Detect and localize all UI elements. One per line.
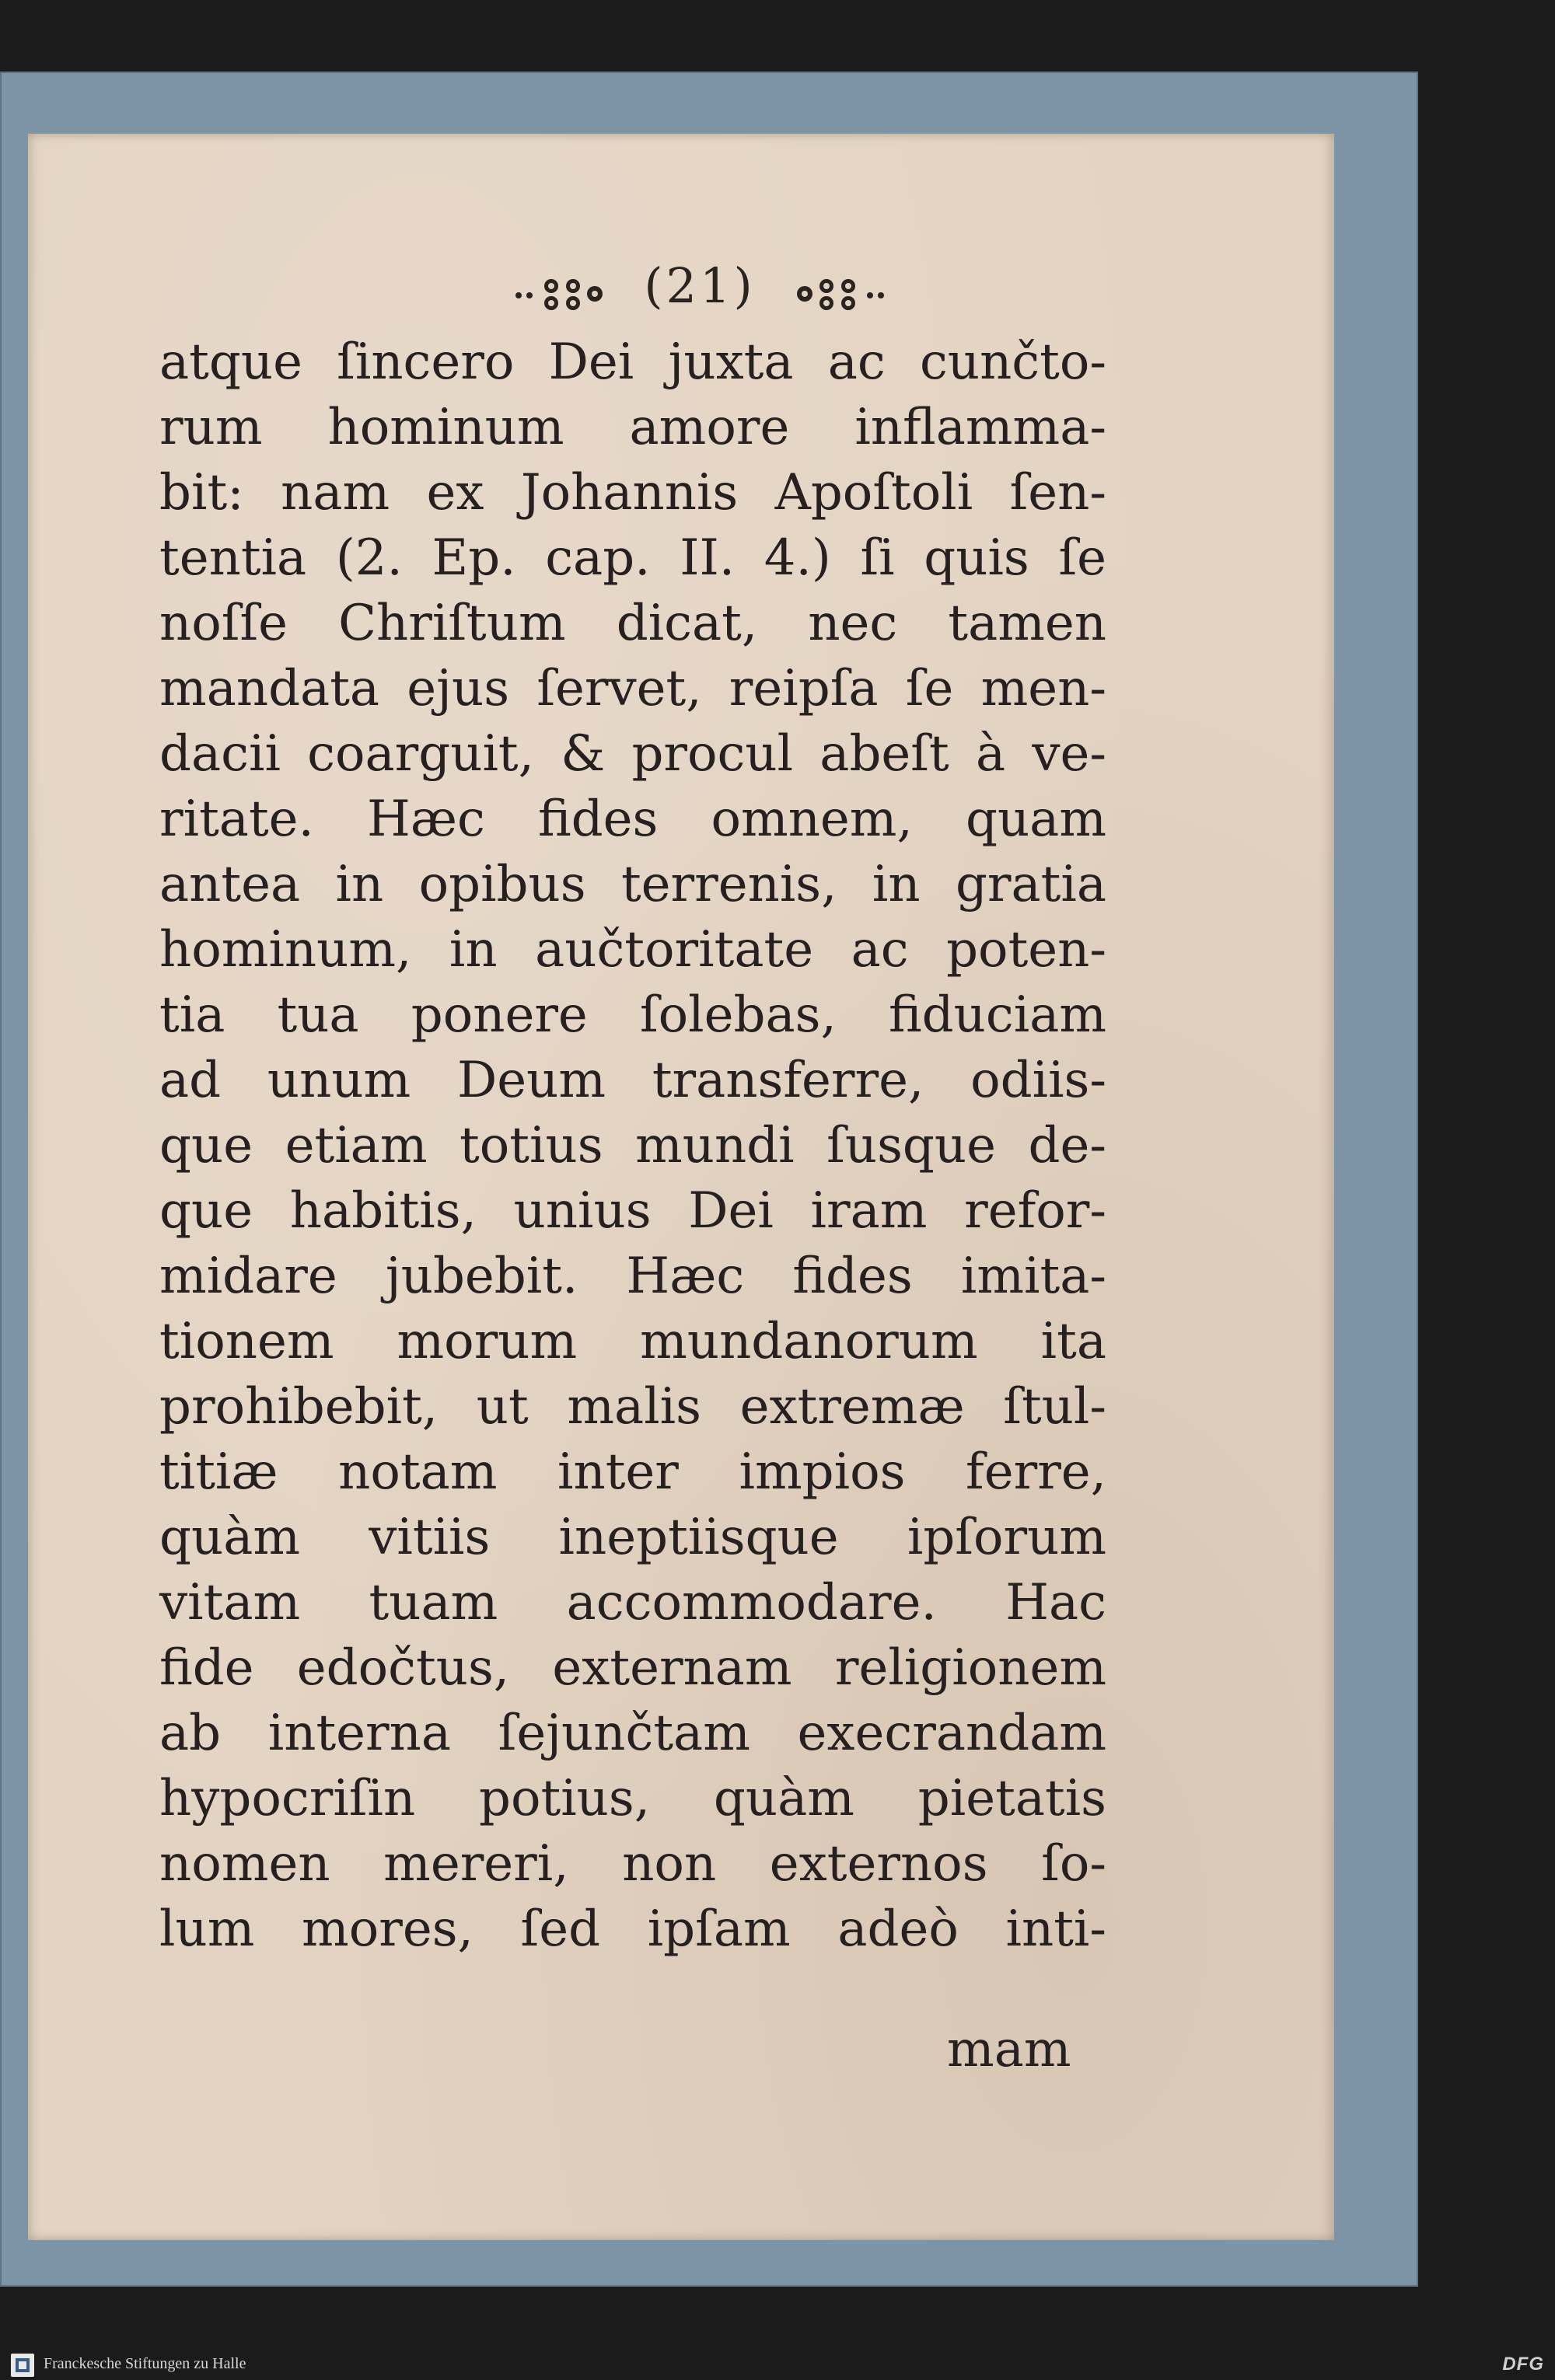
- footer-bar: [0, 2347, 1555, 2380]
- text-line: nomen mereri, non externos ſo-: [159, 1835, 1106, 1893]
- text-line: rum hominum amore inflamma-: [159, 399, 1106, 456]
- text-line: ritate. Hæc fides omnem, quam: [159, 790, 1106, 848]
- text-line: atque ſincero Dei juxta ac cunčto-: [159, 333, 1106, 391]
- text-line: tionem morum mundanorum ita: [159, 1313, 1106, 1370]
- page-number: (21): [644, 257, 756, 315]
- text-line: tia tua ponere ſolebas, fiduciam: [159, 986, 1106, 1044]
- text-line: ad unum Deum transferre, odiis-: [159, 1052, 1106, 1109]
- text-line: mandata ejus ſervet, reipſa ſe men-: [159, 660, 1106, 717]
- text-line: quàm vitiis ineptiisque ipſorum: [159, 1509, 1106, 1566]
- ornament-right-icon: [788, 267, 889, 305]
- text-line: vitam tuam accommodare. Hac: [159, 1574, 1106, 1631]
- text-line: bit: nam ex Johannis Apoſtoli ſen-: [159, 464, 1106, 522]
- institution-name: Franckesche Stiftungen zu Halle: [44, 2355, 246, 2372]
- text-line: titiæ notam inter impios ferre,: [159, 1443, 1106, 1501]
- dfg-logo: DFG: [1502, 2354, 1544, 2375]
- body-text: [159, 330, 1106, 1962]
- text-line: fide edočtus, externam religionem: [159, 1639, 1106, 1697]
- text-line: prohibebit, ut malis extremæ ſtul-: [159, 1378, 1106, 1436]
- text-line: tentia (2. Ep. cap. II. 4.) ſi quis ſe: [159, 529, 1106, 587]
- ornament-left-icon: [511, 267, 612, 305]
- page-header: [0, 253, 1400, 314]
- text-line: ab interna ſejunčtam execrandam: [159, 1705, 1106, 1762]
- text-line: midare jubebit. Hæc fides imita-: [159, 1248, 1106, 1305]
- text-line: dacii coarguit, & procul abeſt à ve-: [159, 725, 1106, 783]
- text-line: antea in opibus terrenis, in gratia: [159, 856, 1106, 913]
- text-line: hypocriſin potius, quàm pietatis: [159, 1770, 1106, 1827]
- text-line: que etiam totius mundi ſusque de-: [159, 1117, 1106, 1174]
- catchword: mam: [947, 2021, 1071, 2078]
- text-line: noſſe Chriſtum dicat, nec tamen: [159, 595, 1106, 652]
- text-line: que habitis, unius Dei iram refor-: [159, 1182, 1106, 1240]
- text-line: hominum, in aučtoritate ac poten-: [159, 921, 1106, 979]
- institution-logo-icon: [11, 2354, 34, 2377]
- text-line: lum mores, ſed ipſam adeò inti-: [159, 1900, 1106, 1958]
